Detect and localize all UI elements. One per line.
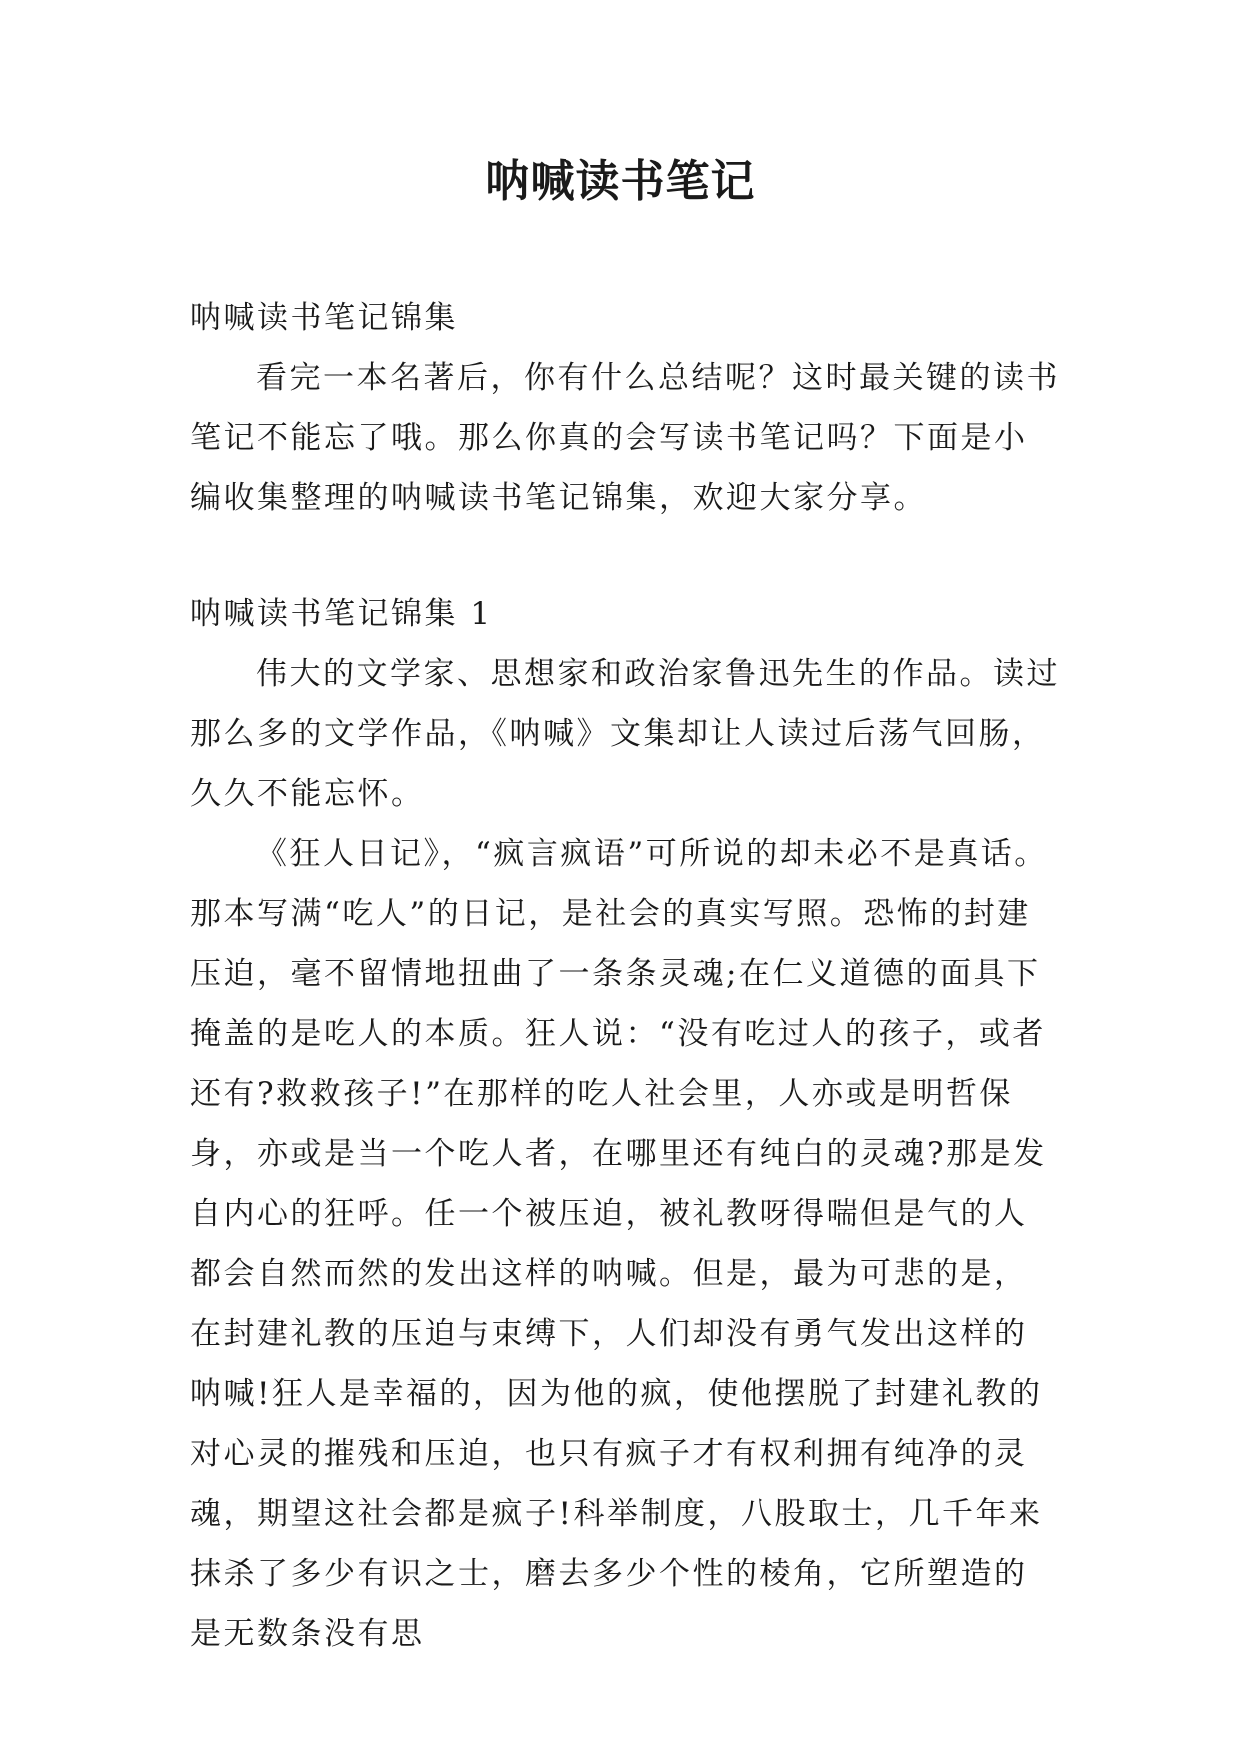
section1-heading: 呐喊读书笔记锦集 1 xyxy=(190,596,493,632)
section1-paragraph-2: 《狂人日记》，“疯言疯语”可所说的却未必不是真话。那本写满“吃人”的日记，是社会的真实写照。恐怖的封建压迫，毫不留情地扭曲了一条条灵魂;在仁义道德的面具下掩盖的是吃人的本质。狂人说：“没有吃过人的孩子，或者还有?救救孩子!”在那样的吃人社会里，人亦或是明哲保身，亦或是当一个吃人者，在哪里还有纯白的灵魂?那是发自内心的狂呼。任一个被压迫，被礼教呀得喘但是气的人都会自然而然的发出这样的呐喊。但是，最为可悲的是，在封建礼教的压迫与束缚下，人们却没有勇气发出这样的呐喊!狂人是幸福的，因为他的疯，使他摆脱了封建礼教的对心灵的摧残和压迫，也只有疯子才有权利拥有纯净的灵魂，期望这社会都是疯子!科举制度，八股取士，几千年来抹杀了多少有识之士，磨去多少个性的棱角，它所塑造的是无数条没有思 xyxy=(190,836,1048,1652)
document-title: 呐喊读书笔记 xyxy=(485,156,756,207)
section-spacer xyxy=(190,528,1060,584)
intro-heading: 呐喊读书笔记锦集 xyxy=(190,300,458,336)
section1-paragraph-1: 伟大的文学家、思想家和政治家鲁迅先生的作品。读过那么多的文学作品，《呐喊》文集却让人读过后荡气回肠，久久不能忘怀。 xyxy=(190,656,1060,812)
document-body xyxy=(190,288,1060,1664)
intro-paragraph: 看完一本名著后，你有什么总结呢？这时最关键的读书笔记不能忘了哦。那么你真的会写读书笔记吗？下面是小编收集整理的呐喊读书笔记锦集，欢迎大家分享。 xyxy=(190,360,1060,516)
